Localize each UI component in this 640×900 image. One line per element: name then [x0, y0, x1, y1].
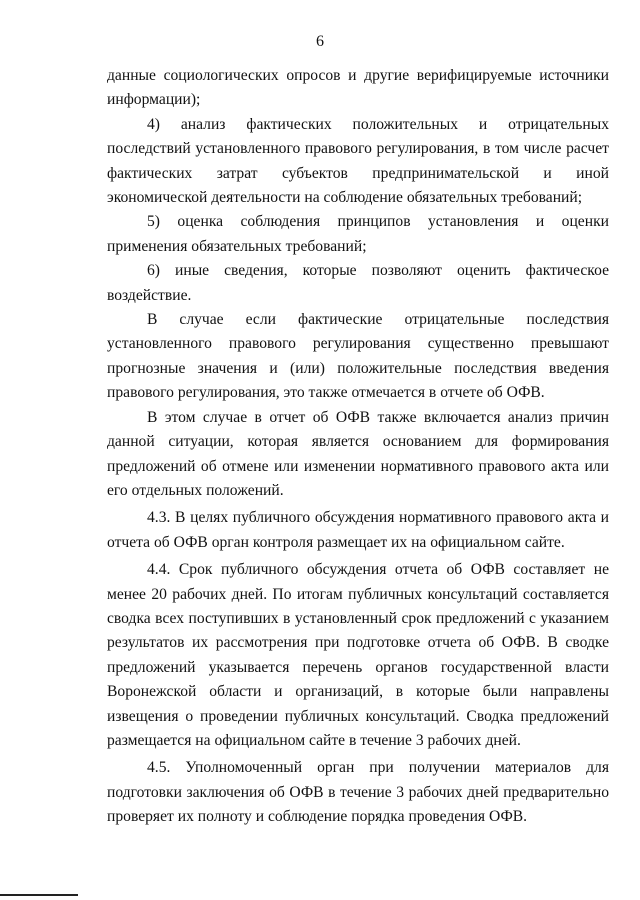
paragraph-item-4: 4) анализ фактических положительных и отрицательных последствий установленного правового регулирования, в том числе расчет фактических затрат субъектов предпринимательской и иной экономической деятельности на соблюдение обязательных требований; — [107, 115, 609, 207]
document-body — [107, 64, 609, 830]
paragraph-negative-consequences: В случае если фактические отрицательные последствия установленного правового регулирования существенно превышают прогнозные значения и (или) положительные последствия введения правового регулирования, это также отмечается в отчете об ОФВ. — [107, 311, 609, 402]
paragraph-item-5: 5) оценка соблюдения принципов установления и оценки применения обязательных требований; — [107, 213, 609, 255]
paragraph-4-3: 4.3. В целях публичного обсуждения нормативного правового акта и отчета об ОФВ орган контроля размещает их на официальном сайте. — [107, 509, 609, 551]
paragraph-item-6: 6) иные сведения, которые позволяют оценить фактическое воздействие. — [107, 262, 609, 304]
paragraph-4-5: 4.5. Уполномоченный орган при получении материалов для подготовки заключения об ОФВ в течение 3 рабочих дней предварительно проверяет их полноту и соблюдение порядка проведения ОФВ. — [107, 759, 609, 826]
page-number: 6 — [316, 33, 324, 50]
paragraph-cause-analysis: В этом случае в отчет об ОФВ также включается анализ причин данной ситуации, которая является основанием для формирования предложений об отмене или изменении нормативного правового акта или его отдельных положений. — [107, 408, 609, 499]
footnote-divider — [0, 894, 78, 896]
paragraph-4-4: 4.4. Срок публичного обсуждения отчета об ОФВ составляет не менее 20 рабочих дней. По итогам публичных консультаций составляется сводка всех поступивших в установленный срок предложений с указанием результатов их рассмотрения при подготовке отчета об ОФВ. В сводке предложений указывается перечень органов государственной власти Воронежской области и организаций, в которые были направлены извещения о проведении публичных консультаций. Сводка предложений размещается на официальном сайте в течение 3 рабочих дней. — [107, 561, 609, 749]
paragraph-continuation: данные социологических опросов и другие верифицируемые источники информации); — [107, 67, 609, 109]
